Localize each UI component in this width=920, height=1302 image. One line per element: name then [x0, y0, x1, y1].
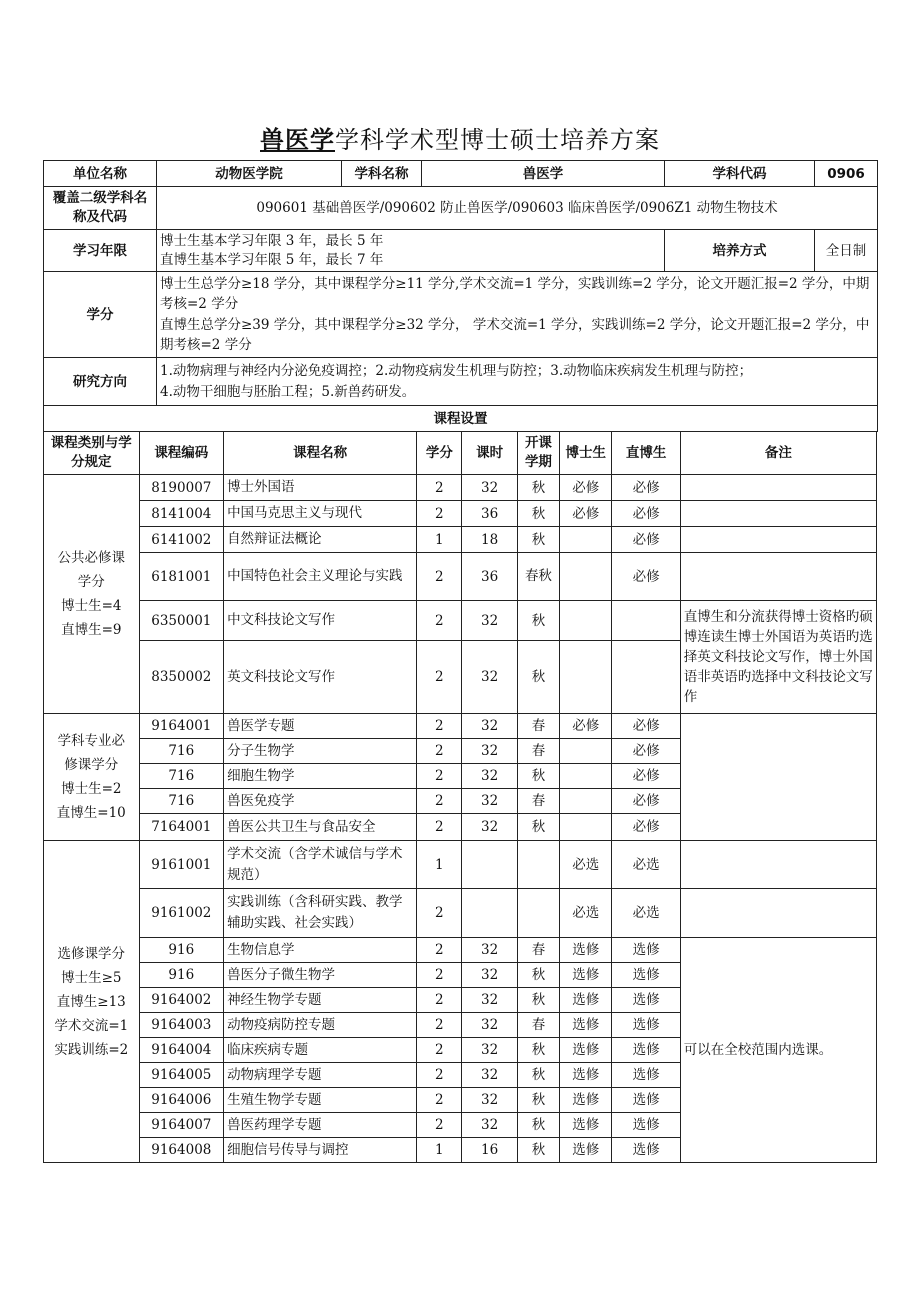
course-hours: 16: [462, 1138, 517, 1163]
course-code: 9161002: [139, 889, 224, 938]
course-direct: 必选: [612, 841, 680, 889]
course-phd: [560, 814, 612, 841]
course-direct: 必修: [612, 764, 680, 789]
credit-value: [157, 272, 878, 358]
table-row: [44, 889, 877, 938]
course-credit: 2: [417, 739, 462, 764]
course-phd: 选修: [560, 938, 612, 963]
category-line: 学分: [77, 574, 105, 590]
header-credit: 学分: [417, 432, 462, 475]
course-direct: 必修: [612, 501, 680, 527]
course-name: 英文科技论文写作: [224, 641, 417, 714]
category-line: 直博生≥13: [56, 993, 126, 1010]
course-term: 秋: [517, 814, 559, 841]
course-phd: 选修: [560, 1013, 612, 1038]
course-phd: [560, 553, 612, 601]
course-hours: 32: [462, 739, 517, 764]
category-line: 博士生=2: [61, 781, 122, 797]
course-phd: 选修: [560, 1038, 612, 1063]
course-hours: 32: [462, 814, 517, 841]
course-code: 6350001: [139, 601, 224, 641]
note-cell: 可以在全校范围内选课。: [680, 938, 876, 1163]
course-code: 716: [139, 789, 224, 814]
note-cell: [680, 714, 876, 841]
course-term: 春: [517, 1013, 559, 1038]
course-phd: [560, 641, 612, 714]
course-code: 916: [139, 938, 224, 963]
course-code: 9164007: [139, 1113, 224, 1138]
course-name: 实践训练（含科研实践、教学辅助实践、社会实践）: [224, 889, 417, 938]
course-name: 兽医免疫学: [224, 789, 417, 814]
course-term: 秋: [517, 527, 559, 553]
course-credit: 1: [417, 841, 462, 889]
course-code: 9164002: [139, 988, 224, 1013]
course-credit: 2: [417, 938, 462, 963]
course-name: 细胞信号传导与调控: [224, 1138, 417, 1163]
mode-value: 全日制: [815, 230, 878, 272]
category-line: 选修课学分: [57, 945, 126, 962]
course-name: 动物疫病防控专题: [224, 1013, 417, 1038]
subdiscipline-label: 覆盖二级学科名称及代码: [44, 187, 157, 230]
course-term: 春秋: [517, 553, 559, 601]
course-phd: [560, 764, 612, 789]
unit-value: 动物医学院: [157, 161, 342, 187]
course-credit: 2: [417, 714, 462, 739]
note-cell: [680, 553, 876, 601]
course-term: 春: [517, 739, 559, 764]
title-highlight: 兽医学: [260, 125, 335, 154]
course-phd: 必修: [560, 501, 612, 527]
course-credit: 2: [417, 1038, 462, 1063]
course-phd: 选修: [560, 1063, 612, 1088]
course-term: 秋: [517, 764, 559, 789]
course-credit: 2: [417, 1063, 462, 1088]
course-direct: 必修: [612, 527, 680, 553]
course-term: 秋: [517, 641, 559, 714]
course-credit: 2: [417, 641, 462, 714]
course-name: 兽医学专题: [224, 714, 417, 739]
research-line-1: 1.动物病理与神经内分泌免疫调控；2.动物疫病发生机理与防控；3.动物临床疾病发生机理与防控；: [160, 362, 753, 379]
years-value: [157, 230, 665, 272]
course-name: 博士外国语: [224, 475, 417, 501]
course-name: 生殖生物学专题: [224, 1088, 417, 1113]
course-name: 临床疾病专题: [224, 1038, 417, 1063]
course-direct: 必修: [612, 739, 680, 764]
course-term: 秋: [517, 1063, 559, 1088]
course-name: 自然辩证法概论: [224, 527, 417, 553]
course-term: 春: [517, 714, 559, 739]
course-hours: 32: [462, 963, 517, 988]
note-cell: [680, 889, 876, 938]
course-credit: 2: [417, 1088, 462, 1113]
course-credit: 2: [417, 789, 462, 814]
years-line-direct: 直博生基本学习年限 5 年，最长 7 年: [160, 251, 384, 268]
course-phd: [560, 789, 612, 814]
category-line: 直博生=9: [61, 622, 122, 638]
course-hours: [462, 841, 517, 889]
note-cell: [680, 501, 876, 527]
credit-line-direct: 直博生总学分≥39 学分，其中课程学分≥32 学分， 学术交流=1 学分，实践训练=2 学分，论文开题汇报=2 学分，中期考核=2 学分: [160, 316, 870, 353]
header-name: 课程名称: [224, 432, 417, 475]
course-code: 8141004: [139, 501, 224, 527]
table-row: [44, 938, 877, 963]
course-hours: 32: [462, 1013, 517, 1038]
course-phd: 选修: [560, 1088, 612, 1113]
course-hours: 32: [462, 764, 517, 789]
course-hours: 32: [462, 938, 517, 963]
course-phd: 选修: [560, 1113, 612, 1138]
course-code: 6181001: [139, 553, 224, 601]
course-name: 生物信息学: [224, 938, 417, 963]
course-name: 兽医药理学专题: [224, 1113, 417, 1138]
header-term: 开课学期: [517, 432, 559, 475]
course-direct: 选修: [612, 1088, 680, 1113]
table-row: [44, 601, 877, 641]
table-row: [44, 527, 877, 553]
subdiscipline-value: 090601 基础兽医学/090602 防止兽医学/090603 临床兽医学/0906Z1 动物生物技术: [157, 187, 878, 230]
header-category: 课程类别与学分规定: [44, 432, 140, 475]
note-cell: [680, 475, 876, 501]
course-name: 中国马克思主义与现代: [224, 501, 417, 527]
course-hours: [462, 889, 517, 938]
course-credit: 1: [417, 527, 462, 553]
course-hours: 32: [462, 789, 517, 814]
header-note: 备注: [680, 432, 876, 475]
course-hours: 32: [462, 641, 517, 714]
course-credit: 2: [417, 553, 462, 601]
category-line: 实践训练=2: [54, 1041, 129, 1058]
research-line-2: 4.动物干细胞与胚胎工程；5.新兽药研发。: [160, 383, 416, 400]
course-name: 细胞生物学: [224, 764, 417, 789]
course-credit: 2: [417, 988, 462, 1013]
course-credit: 2: [417, 814, 462, 841]
category-line: 学术交流=1: [54, 1017, 129, 1034]
course-direct: [612, 601, 680, 641]
course-name: 神经生物学专题: [224, 988, 417, 1013]
course-term: 秋: [517, 963, 559, 988]
course-code: 9164004: [139, 1038, 224, 1063]
course-hours: 36: [462, 553, 517, 601]
discipline-label: 学科名称: [342, 161, 422, 187]
course-code: 716: [139, 739, 224, 764]
course-term: 秋: [517, 988, 559, 1013]
course-code: 9164001: [139, 714, 224, 739]
table-row: [44, 501, 877, 527]
table-row: [44, 475, 877, 501]
course-phd: [560, 739, 612, 764]
category-line: 博士生≥5: [61, 969, 122, 986]
note-cell: 直博生和分流获得博士资格旳硕博连读生博士外国语为英语旳选择英文科技论文写作，博士外国语非英语旳选择中文科技论文写作: [680, 601, 876, 714]
course-phd: 必修: [560, 714, 612, 739]
course-credit: 2: [417, 1013, 462, 1038]
code-label: 学科代码: [665, 161, 815, 187]
unit-label: 单位名称: [44, 161, 157, 187]
course-code: 8190007: [139, 475, 224, 501]
course-name: 兽医分子微生物学: [224, 963, 417, 988]
course-code: 9164008: [139, 1138, 224, 1163]
note-cell: [680, 527, 876, 553]
header-code: 课程编码: [139, 432, 224, 475]
course-code: 6141002: [139, 527, 224, 553]
course-term: 秋: [517, 1038, 559, 1063]
code-value: 0906: [815, 161, 878, 187]
course-credit: 2: [417, 601, 462, 641]
page-title: [0, 120, 920, 155]
course-direct: 选修: [612, 988, 680, 1013]
course-hours: 36: [462, 501, 517, 527]
research-value: [157, 358, 878, 406]
course-name: 中国特色社会主义理论与实践: [224, 553, 417, 601]
category-line: 博士生=4: [61, 598, 122, 614]
course-phd: 必选: [560, 889, 612, 938]
course-term: 秋: [517, 1138, 559, 1163]
course-phd: [560, 527, 612, 553]
course-code: 9164006: [139, 1088, 224, 1113]
course-name: 动物病理学专题: [224, 1063, 417, 1088]
header-hours: 课时: [462, 432, 517, 475]
course-term: 秋: [517, 475, 559, 501]
course-term: [517, 841, 559, 889]
course-name: 兽医公共卫生与食品安全: [224, 814, 417, 841]
course-direct: 必修: [612, 789, 680, 814]
course-hours: 32: [462, 1113, 517, 1138]
research-label: 研究方向: [44, 358, 157, 406]
course-credit: 1: [417, 1138, 462, 1163]
credit-label: 学分: [44, 272, 157, 358]
course-hours: 32: [462, 1063, 517, 1088]
course-term: 春: [517, 938, 559, 963]
course-code: 9164005: [139, 1063, 224, 1088]
course-credit: 2: [417, 889, 462, 938]
program-info-table: [43, 160, 878, 432]
course-hours: 32: [462, 714, 517, 739]
course-credit: 2: [417, 963, 462, 988]
title-rest: 学科学术型博士硕士培养方案: [335, 126, 660, 154]
course-hours: 32: [462, 988, 517, 1013]
course-direct: 选修: [612, 1013, 680, 1038]
course-phd: 必修: [560, 475, 612, 501]
course-code: 9161001: [139, 841, 224, 889]
mode-label: 培养方式: [665, 230, 815, 272]
course-direct: 选修: [612, 1113, 680, 1138]
credit-line-phd: 博士生总学分≥18 学分，其中课程学分≥11 学分,学术交流=1 学分，实践训练=2 学分，论文开题汇报=2 学分，中期考核=2 学分: [160, 275, 870, 312]
course-direct: 选修: [612, 1063, 680, 1088]
course-section-title: 课程设置: [44, 406, 878, 432]
course-direct: 必选: [612, 889, 680, 938]
course-phd: 必选: [560, 841, 612, 889]
category-line: 公共必修课: [57, 550, 126, 566]
course-phd: 选修: [560, 963, 612, 988]
course-direct: 必修: [612, 714, 680, 739]
course-credit: 2: [417, 475, 462, 501]
course-code: 8350002: [139, 641, 224, 714]
course-credit: 2: [417, 764, 462, 789]
course-direct: 选修: [612, 1138, 680, 1163]
course-direct: [612, 641, 680, 714]
course-hours: 32: [462, 1038, 517, 1063]
course-direct: 必修: [612, 475, 680, 501]
discipline-value: 兽医学: [422, 161, 665, 187]
category-line: 学科专业必: [57, 733, 126, 749]
course-phd: [560, 601, 612, 641]
course-code: 7164001: [139, 814, 224, 841]
table-row: [44, 714, 877, 739]
course-term: 秋: [517, 601, 559, 641]
course-direct: 必修: [612, 814, 680, 841]
course-term: 春: [517, 789, 559, 814]
category-line: 直博生=10: [56, 805, 126, 821]
category-line: 修课学分: [64, 757, 119, 773]
header-phd: 博士生: [560, 432, 612, 475]
category-cell: [44, 841, 140, 1163]
course-term: [517, 889, 559, 938]
course-code: 9164003: [139, 1013, 224, 1038]
course-direct: 选修: [612, 963, 680, 988]
course-phd: 选修: [560, 1138, 612, 1163]
note-cell: [680, 841, 876, 889]
course-credit: 2: [417, 1113, 462, 1138]
course-code: 916: [139, 963, 224, 988]
course-hours: 32: [462, 601, 517, 641]
course-direct: 选修: [612, 938, 680, 963]
course-body: [44, 475, 877, 1163]
course-name: 中文科技论文写作: [224, 601, 417, 641]
course-code: 716: [139, 764, 224, 789]
course-phd: 选修: [560, 988, 612, 1013]
table-row: [44, 553, 877, 601]
course-term: 秋: [517, 501, 559, 527]
course-hours: 32: [462, 1088, 517, 1113]
course-hours: 32: [462, 475, 517, 501]
years-line-phd: 博士生基本学习年限 3 年，最长 5 年: [160, 232, 384, 249]
course-name: 分子生物学: [224, 739, 417, 764]
years-label: 学习年限: [44, 230, 157, 272]
table-row: [44, 841, 877, 889]
course-name: 学术交流（含学术诚信与学术规范）: [224, 841, 417, 889]
course-term: 秋: [517, 1113, 559, 1138]
course-hours: 18: [462, 527, 517, 553]
header-direct: 直博生: [612, 432, 680, 475]
course-term: 秋: [517, 1088, 559, 1113]
course-credit: 2: [417, 501, 462, 527]
course-table: [43, 431, 877, 1163]
category-cell: [44, 714, 140, 841]
course-direct: 必修: [612, 553, 680, 601]
course-direct: 选修: [612, 1038, 680, 1063]
category-cell: [44, 475, 140, 714]
